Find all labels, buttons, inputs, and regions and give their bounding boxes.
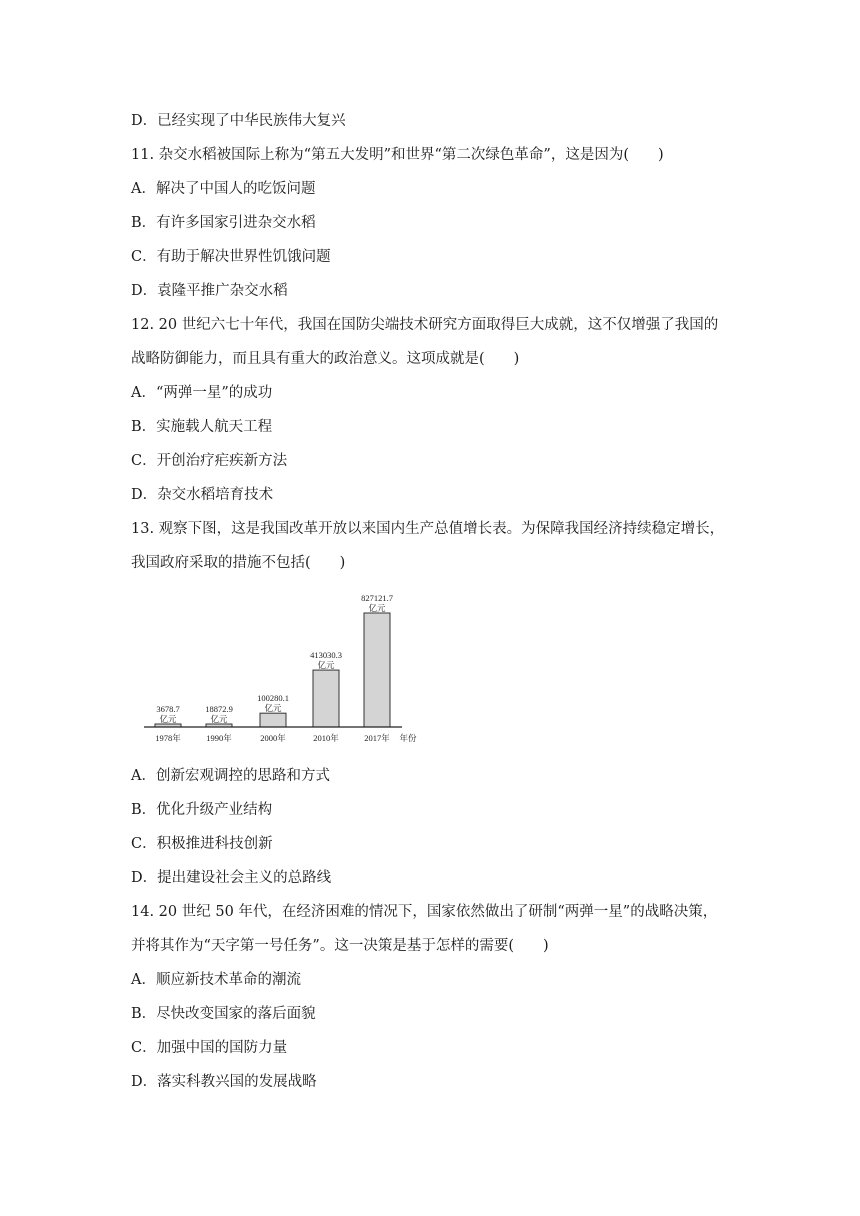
q10-option-d: D．已经实现了中华民族伟大复兴: [131, 113, 346, 129]
x-tick-label-0: 1978年: [155, 733, 181, 743]
bar-unit-label-1: 亿元: [210, 714, 228, 724]
q13-option-b: B．优化升级产业结构: [131, 802, 273, 818]
bar-unit-label-2: 亿元: [264, 703, 282, 714]
q14-option-a: A．顺应新技术革命的潮流: [131, 972, 301, 988]
q14-stem-line1: 14. 20 世纪 50 年代，在经济困难的情况下，国家依然做出了研制“两弹一星”的战略决策，: [131, 904, 718, 920]
bar-3: [313, 670, 339, 727]
q14-option-c: C．加强中国的国防力量: [131, 1040, 288, 1056]
bar-unit-label-0: 亿元: [159, 714, 177, 724]
q14-option-b: B．尽快改变国家的落后面貌: [131, 1006, 316, 1022]
q12-option-b: B．实施载人航天工程: [131, 419, 273, 435]
q14-option-d: D．落实科教兴国的发展战略: [131, 1074, 317, 1090]
q14-stem-line2: 并将其作为“天字第一号任务”。这一决策是基于怎样的需要( ): [131, 938, 549, 954]
x-tick-label-2: 2000年: [260, 733, 286, 743]
bar-value-label-0: 3678.7: [156, 704, 180, 714]
q13-stem-line2: 我国政府采取的措施不包括( ): [131, 555, 346, 571]
bar-unit-label-4: 亿元: [368, 603, 386, 613]
q11-stem: 11. 杂交水稻被国际上称为“第五大发明”和世界“第二次绿色革命”，这是因为( ): [131, 147, 664, 163]
q12-option-a: A．“两弹一星”的成功: [131, 385, 273, 401]
q12-stem-line1: 12. 20 世纪六七十年代，我国在国防尖端技术研究方面取得巨大成就，这不仅增强了我国的: [131, 317, 719, 333]
bar-value-label-1: 18872.9: [205, 704, 233, 714]
x-tick-label-4: 2017年: [364, 733, 390, 743]
q13-option-c: C．积极推进科技创新: [131, 836, 273, 852]
x-tick-label-1: 1990年: [206, 733, 232, 743]
bar-value-label-4: 827121.7: [361, 593, 393, 603]
x-axis-label: 年份: [399, 733, 417, 743]
q13-option-a: A．创新宏观调控的思路和方式: [131, 768, 330, 784]
q11-option-a: A．解决了中国人的吃饭问题: [131, 181, 316, 197]
bar-unit-label-3: 亿元: [317, 660, 335, 671]
q12-option-c: C．开创治疗疟疾新方法: [131, 453, 288, 469]
bar-4: [364, 613, 390, 727]
q12-option-d: D．杂交水稻培育技术: [131, 487, 274, 503]
q11-option-c: C．有助于解决世界性饥饿问题: [131, 249, 331, 265]
q11-option-b: B．有许多国家引进杂交水稻: [131, 215, 316, 231]
q13-stem-line1: 13. 观察下图，这是我国改革开放以来国内生产总值增长表。为保障我国经济持续稳定增长，: [131, 521, 725, 537]
q12-stem-line2: 战略防御能力，而且具有重大的政治意义。这项成就是( ): [131, 351, 520, 367]
bar-value-label-2: 100280.1: [257, 693, 289, 704]
q13-option-d: D．提出建设社会主义的总路线: [131, 870, 332, 886]
bar-value-label-3: 413030.3: [310, 650, 342, 661]
gdp-bar-chart-svg: [140, 585, 430, 745]
bar-2: [260, 713, 286, 727]
q11-option-d: D．袁隆平推广杂交水稻: [131, 283, 288, 299]
gdp-bar-chart: [140, 585, 430, 745]
x-tick-label-3: 2010年: [313, 733, 339, 743]
